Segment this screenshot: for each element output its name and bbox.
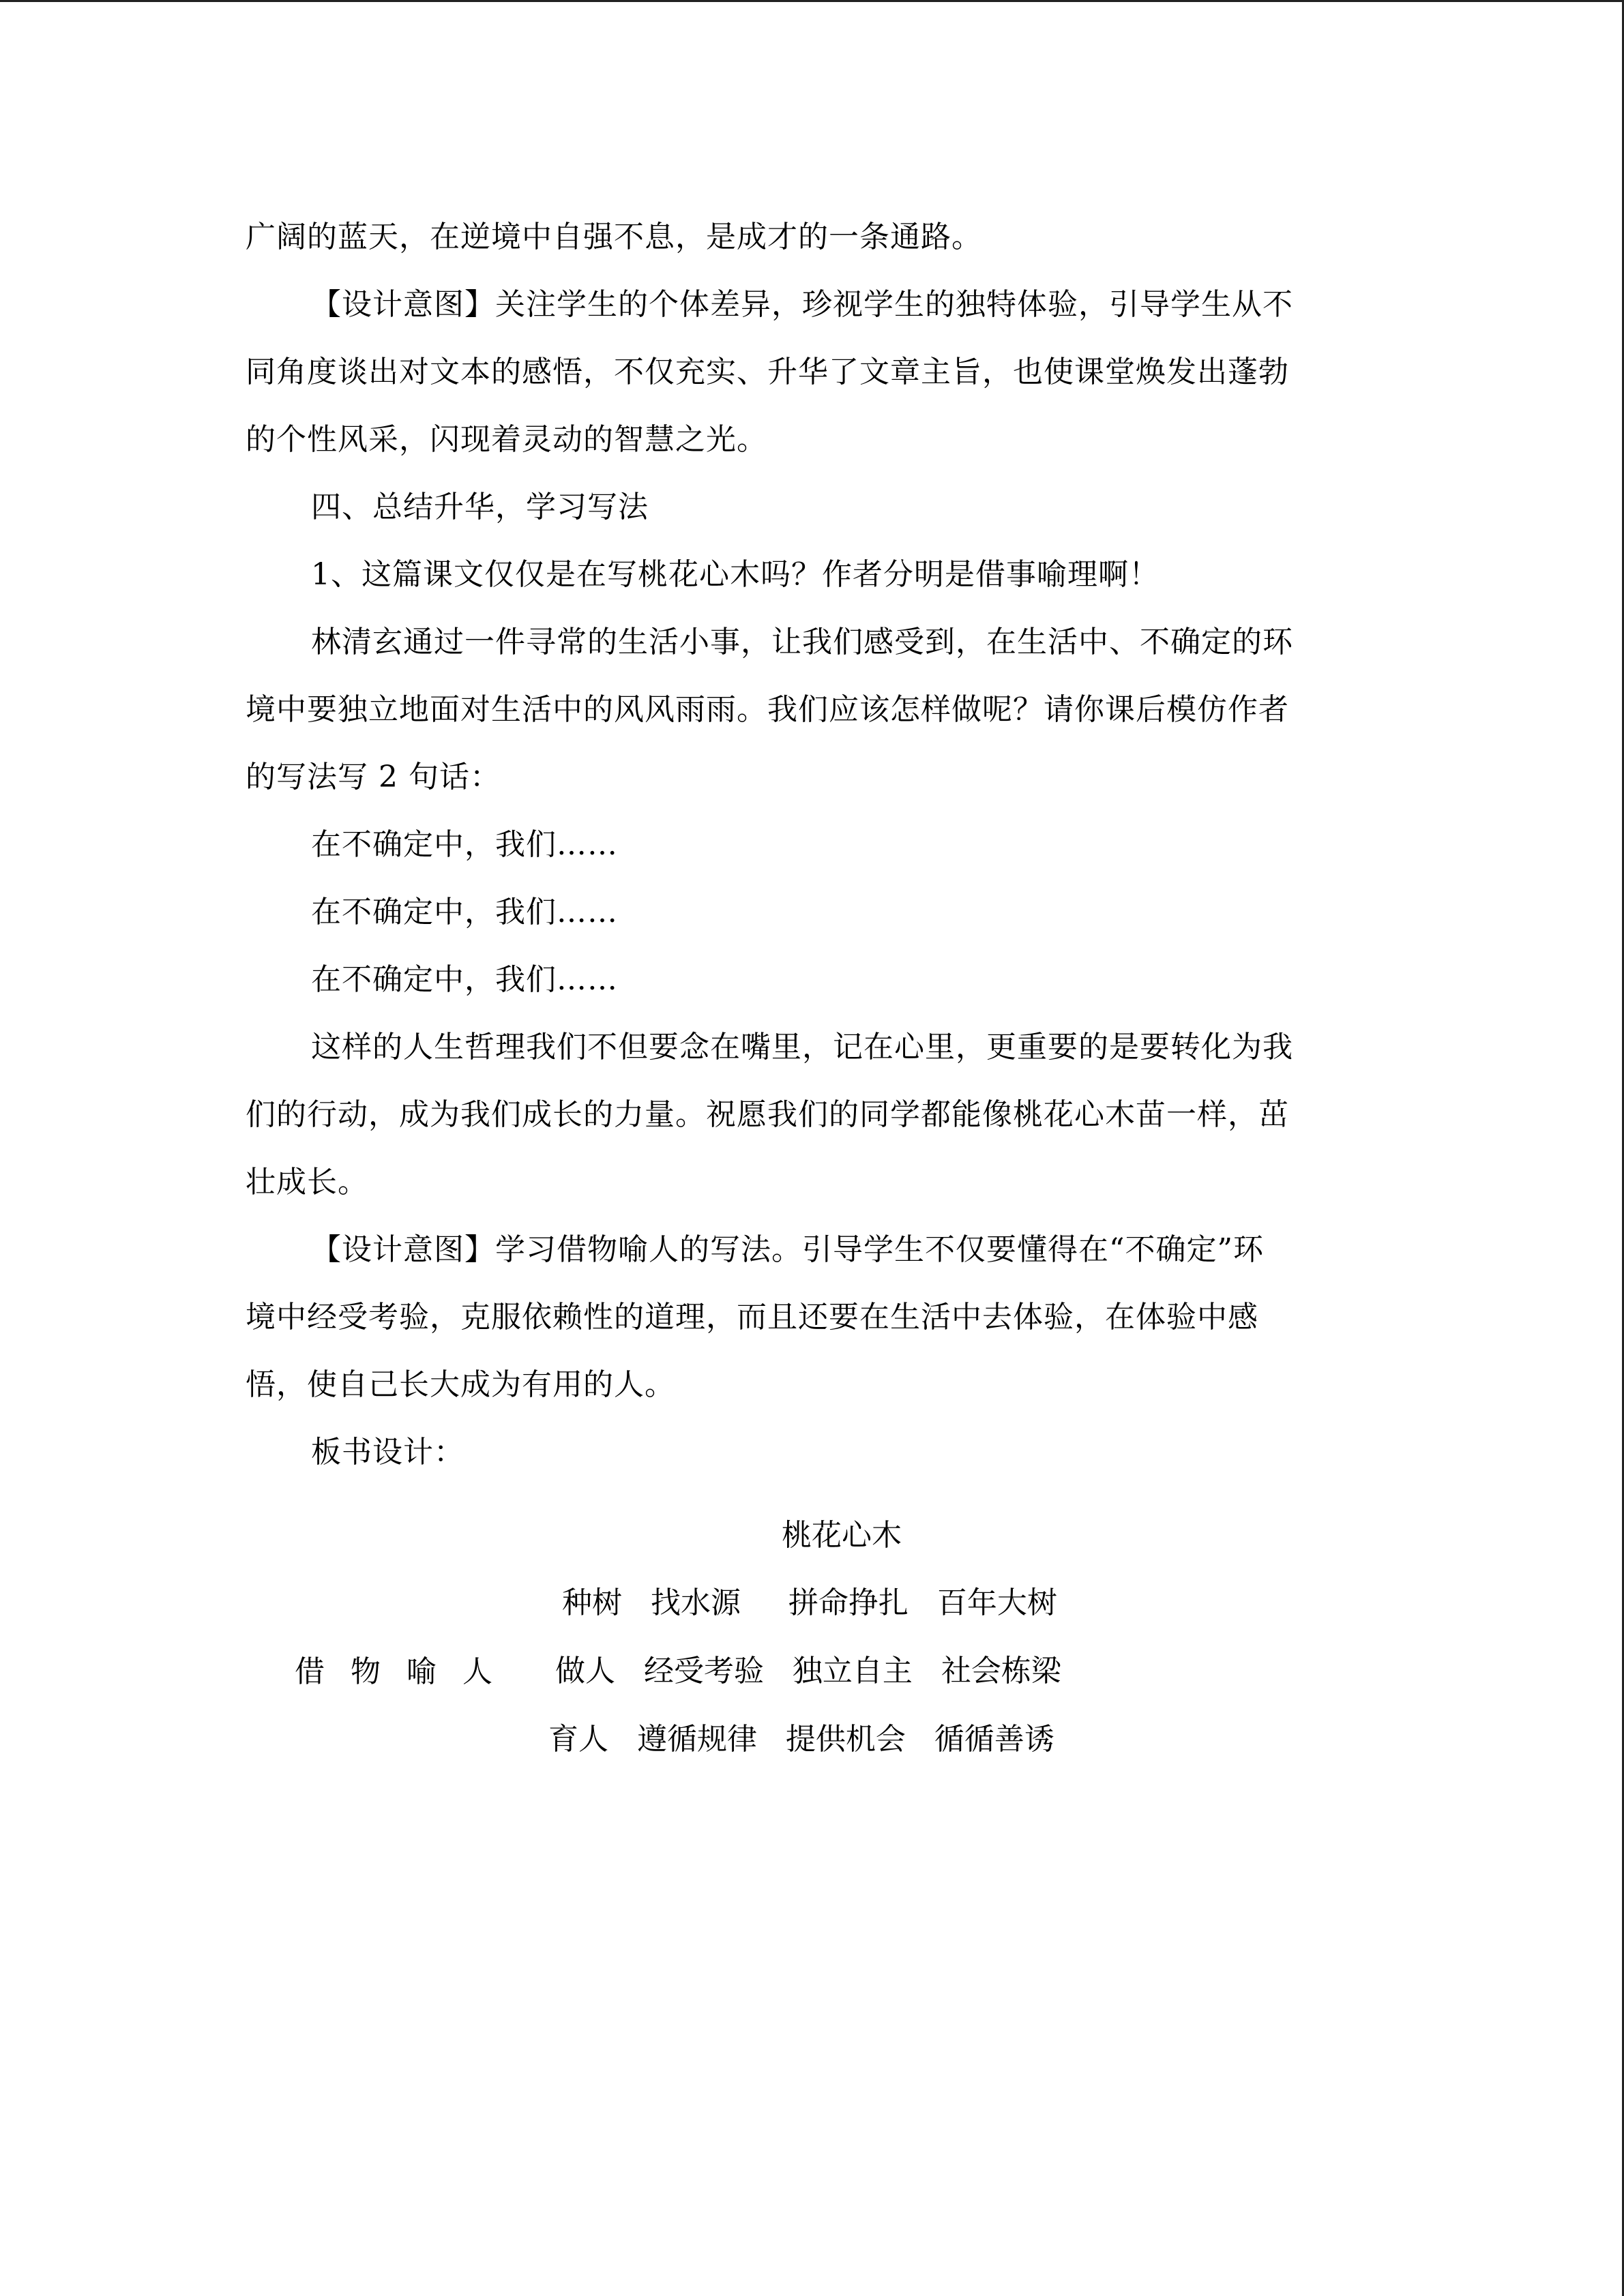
board-row: 育人 遵循规律 提供机会 循循善诱: [548, 1722, 1054, 1757]
board-design-heading: 板书设计：: [311, 1435, 464, 1470]
document-body: [246, 213, 1364, 1495]
page-border-top: [0, 0, 1624, 2]
paragraph-line: 【设计意图】学习借物喻人的写法。引导学生不仅要懂得在“不确定”环: [311, 1232, 1264, 1267]
paragraph-line: 同角度谈出对文本的感悟，不仅充实、升华了文章主旨，也使课堂焕发出蓬勃: [246, 355, 1289, 389]
exercise-line: 在不确定中，我们……: [311, 962, 618, 997]
paragraph-line: 1、这篇课文仅仅是在写桃花心木吗？作者分明是借事喻理啊！: [311, 557, 1160, 592]
board-side-label: 借 物 喻 人: [295, 1654, 501, 1689]
paragraph-line: 境中经受考验，克服依赖性的道理，而且还要在生活中去体验，在体验中感: [246, 1300, 1258, 1335]
section-heading: 四、总结升华，学习写法: [311, 490, 649, 524]
board-row: 种树 找水源 拼命挣扎 百年大树: [562, 1585, 1057, 1620]
paragraph-line: 林清玄通过一件寻常的生活小事，让我们感受到，在生活中、不确定的环: [311, 625, 1293, 659]
paragraph-line: 这样的人生哲理我们不但要念在嘴里，记在心里，更重要的是要转化为我: [311, 1030, 1293, 1064]
paragraph-line: 悟，使自己长大成为有用的人。: [246, 1367, 675, 1402]
exercise-line: 在不确定中，我们……: [311, 895, 618, 929]
paragraph-line: 的个性风采，闪现着灵动的智慧之光。: [246, 422, 767, 457]
exercise-line: 在不确定中，我们……: [311, 827, 618, 862]
board-row: 做人 经受考验 独立自主 社会栋梁: [555, 1654, 1061, 1688]
paragraph-line: 境中要独立地面对生活中的风风雨雨。我们应该怎样做呢？请你课后模仿作者: [246, 692, 1289, 727]
paragraph-line: 广阔的蓝天，在逆境中自强不息，是成才的一条通路。: [246, 220, 982, 254]
paragraph-line: 【设计意图】关注学生的个体差异，珍视学生的独特体验，引导学生从不: [311, 287, 1293, 322]
paragraph-line: 的写法写 2 句话：: [246, 760, 501, 794]
paragraph-line: 们的行动，成为我们成长的力量。祝愿我们的同学都能像桃花心木苗一样，茁: [246, 1097, 1289, 1132]
board-title: 桃花心木: [782, 1518, 902, 1553]
paragraph-line: 壮成长。: [246, 1165, 368, 1199]
